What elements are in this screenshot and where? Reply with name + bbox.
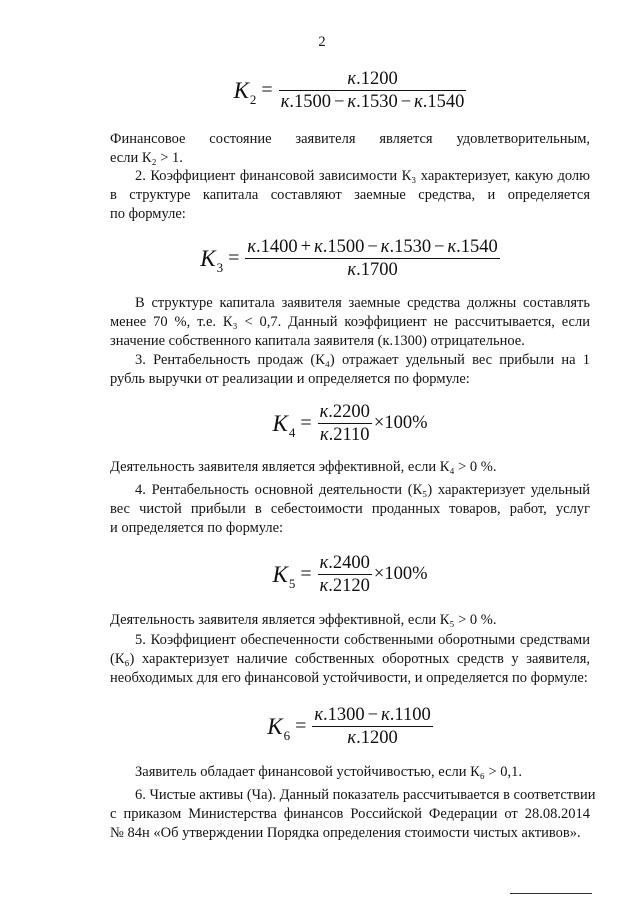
percent-factor: ×100% [373,564,428,584]
term: к.1200 [347,69,398,89]
term-letter: к [247,237,256,257]
text-line: с приказом Министерства финансов Российской Федерации от 28.08.2014 [110,806,590,822]
term-letter: к [347,69,357,89]
fraction-denominator [345,727,399,749]
operator: + [300,237,312,257]
text-line: если К₂ > 1. [110,150,183,166]
term: к.2400 [319,553,370,573]
text-line: 3. Рентабельность продаж (К₄) отражает удельный вес прибыли на 1 [135,352,590,368]
formula-k2 [110,68,590,113]
text-line: 2. Коэффициент финансовой зависимости К₃ характеризует, какую долю [135,168,590,184]
term: к.1540 [447,237,498,257]
term-letter: к [314,705,324,725]
text-line: В структуре капитала заявителя заемные средства должны составлять [135,295,590,311]
text-line: по формуле: [110,206,186,222]
text-line: вес чистой прибыли в себестоимости проданных товаров, работ, услуг [110,501,590,517]
equals-sign: = [295,715,307,737]
variable-symbol: K [200,245,216,271]
term: к.1700 [347,260,398,280]
term-letter: к [414,92,423,112]
fraction-numerator [245,236,499,258]
fraction-numerator [318,552,372,574]
text-line: (К₆) характеризует наличие собственных оборотных средств у заявителя, [110,651,590,667]
term: к.1500 [280,92,331,112]
text-line: Заявитель обладает финансовой устойчивостью, если К₆ > 0,1. [135,764,523,780]
formula-k5 [110,552,590,597]
term: к.1300 [314,705,365,725]
fraction-denominator [318,575,372,597]
fraction [318,401,372,446]
text-line: Деятельность заявителя является эффективной, если К₄ > 0 %. [110,459,497,475]
fraction-denominator [318,424,372,446]
fraction-numerator [312,704,432,726]
fraction-numerator [318,401,372,423]
text-line: 5. Коэффициент обеспеченности собственными оборотными средствами [135,632,590,648]
term-letter: к [347,260,357,280]
variable-subscript: 6 [283,727,291,743]
formula-variable [272,561,296,591]
operator: − [367,237,378,257]
operator: − [400,92,412,112]
text-line: Финансовое состояние заявителя является удовлетворительным, [110,131,590,147]
text-line: 4. Рентабельность основной деятельности (К₅) характеризует удельный [135,482,590,498]
fraction [318,552,372,597]
term: к.1200 [347,728,398,748]
text-line: 6. Чистые активы (Ча). Данный показатель рассчитывается в соответствии [135,787,596,803]
term-letter: к [319,425,329,445]
term-letter: к [280,92,290,112]
term: к.1400 [247,237,298,257]
text-line: необходимых для его финансовой устойчивости, и определяется по формуле: [110,670,588,686]
formula-k6 [110,704,590,749]
text-line: Деятельность заявителя является эффективной, если К₅ > 0 %. [110,612,497,628]
fraction-numerator [345,68,399,90]
variable-symbol: K [272,410,288,436]
operator: − [367,705,379,725]
text-line: значение собственного капитала заявителя (к.1300) отрицательное. [110,333,525,349]
term-letter: к [319,553,329,573]
formula-variable [272,410,296,440]
variable-subscript: 3 [216,259,224,275]
formula-variable [267,713,291,743]
term: к.1530 [380,237,432,257]
text-line: и определяется по формуле: [110,520,284,536]
fraction [245,236,499,281]
term: к.2110 [319,425,370,445]
percent-factor: ×100% [373,413,428,433]
equals-sign: = [261,79,273,101]
variable-subscript: 2 [249,91,257,107]
formula-variable [200,245,224,275]
equals-sign: = [228,247,240,269]
footer-rule [510,893,592,894]
page-number: 2 [318,34,326,50]
variable-subscript: 4 [288,424,296,440]
fraction-denominator [345,259,399,281]
term-letter: к [380,237,390,257]
term: к.1500 [314,237,365,257]
term-letter: к [319,402,329,422]
variable-symbol: K [267,713,283,739]
operator: − [333,92,345,112]
variable-symbol: K [233,77,249,103]
text-line: рубль выручки от реализации и определяется по формуле: [110,371,470,387]
term-letter: к [314,237,323,257]
term-letter: к [447,237,457,257]
term: к.2200 [319,402,370,422]
text-line: № 84н «Об утверждении Порядка определения стоимости чистых активов». [110,825,581,841]
term-letter: к [347,92,357,112]
term: к.1530 [347,92,398,112]
term: к.1100 [381,705,431,725]
term-letter: к [347,728,357,748]
formula-variable [233,77,257,107]
term-letter: к [381,705,390,725]
variable-subscript: 5 [288,575,296,591]
term: к.2120 [319,576,370,596]
formula-k4 [110,401,590,446]
term-letter: к [319,576,329,596]
fraction-denominator [279,91,467,113]
text-line: менее 70 %, т.е. К₃ < 0,7. Данный коэффициент не рассчитывается, если [110,314,590,330]
text-line: в структуре капитала составляют заемные средства, и определяется [110,187,590,203]
operator: − [434,237,445,257]
variable-symbol: K [272,561,288,587]
fraction [312,704,432,749]
equals-sign: = [300,412,312,434]
fraction [279,68,467,113]
term: к.1540 [414,92,465,112]
formula-k3 [110,236,590,281]
equals-sign: = [300,563,312,585]
